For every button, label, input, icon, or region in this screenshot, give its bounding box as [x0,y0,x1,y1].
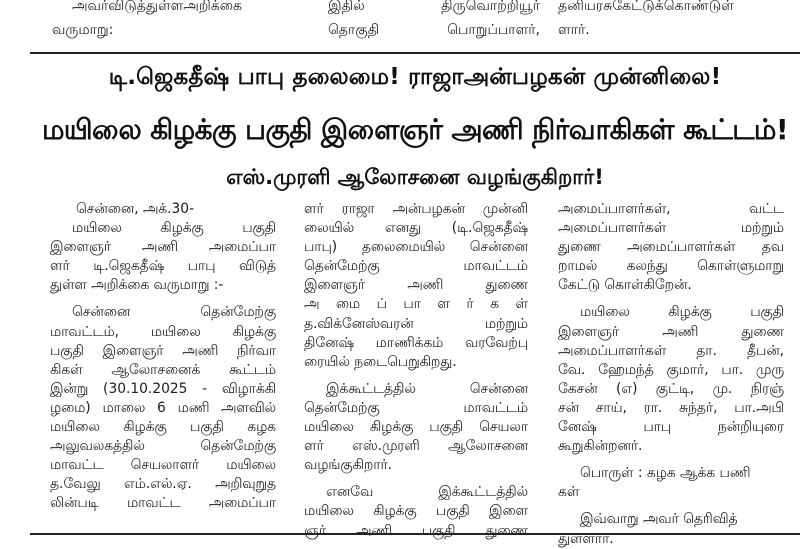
text-line: த.விக்னேஸ்வரன் மற்றும் [304,315,528,332]
text-line: துள்ள அறிக்கை வருமாறு :- [50,277,224,294]
text-line: பொருள் : கழக ஆக்க பணி [580,465,751,482]
text-line: சென்னை தென்மேற்கு [72,304,276,321]
text-line: சென்னை, அக்.30- [76,201,195,217]
text-line: அமைப்பாளர்கள் தா. தீபன், [558,342,784,359]
article-column-2 [304,200,528,541]
text-line: தனியரசுகேட்டுக்கொண்டுள் [558,0,734,14]
text-line: கிகள் ஆலோசனைக் கூட்டம் [50,361,276,378]
article-column-1 [50,200,276,514]
text-line: இக்கூட்டத்தில் சென்னை [326,380,528,397]
text-line: ழமை) மாலை 6 மணி அளவில் [50,399,276,416]
text-line: இளைஞர் அணி துணை [558,323,784,340]
section-divider [30,52,800,54]
text-line: இளைஞர் அணி துணை [304,277,528,294]
text-line: எனவே இக்கூட்டத்தில் [326,484,528,501]
text-line: தென்மேற்கு மாவட்டம் [304,258,528,275]
text-line: அ மை ப் பா ள ர் க ள் [304,296,528,313]
text-line: மாவட்ட செயலாளர் மயிலை [50,457,276,474]
text-line: வருமாறு: [52,22,114,38]
text-line: பகுதி இளைஞர் அணி நிர்வா [50,342,276,359]
text-line: கேசன் (எ) குட்டி, மு. நிரஞ் [558,380,784,397]
headline-main: மயிலை கிழக்கு பகுதி இளைஞர் அணி நிர்வாகிகள் கூட்டம்! [41,113,789,146]
text-line: லையில் எனது (டி.ஜெகதீஷ் [304,220,528,237]
text-line: அவர்விடுத்துள்ளஅறிக்கை [72,0,242,14]
text-line: னேஷ் பாபு நன்றியுரை [558,419,784,436]
text-line: சன் சாய், ரா. சுந்தர், பா.அபி [558,399,784,416]
text-line: ளார். [558,22,590,38]
text-line: ரையில் நடைபெறுகிறது. [304,353,457,370]
text-line: வழங்குகிறார். [304,457,393,474]
bottom-divider [30,533,800,535]
text-line: ளர் எஸ்.முரளி ஆலோசனை [304,438,528,455]
previous-article-column-1 [52,0,267,42]
text-line: பாபு) தலைமையில் சென்னை [304,239,528,256]
text-line: ளர் டி.ஜெகதீஷ் பாபு விடுத் [50,258,276,275]
text-line: கள் [558,484,580,501]
text-line: இதில் திருவொற்றியூர் [328,0,540,14]
text-line: தென்மேற்கு மாவட்டம் [304,399,528,416]
text-line: தினேஷ் மாணிக்கம் வரவேற்பு [304,334,528,351]
text-line: றாமல் கலந்து கொள்ளுமாறு [558,258,784,275]
text-line: இன்று (30.10.2025 - விழாக்கி [50,380,276,397]
text-line: தொகுதி பொறுப்பாளர், [328,22,540,38]
text-line: இளைஞர் அணி அமைப்பா [50,239,276,256]
text-line: அலுவலகத்தில் தென்மேற்கு [50,438,276,455]
text-line: மயிலை கிழக்கு பகுதி கழக [50,419,276,436]
article-column-3 [558,200,784,549]
text-line: மாவட்டம், மயிலை கிழக்கு [50,323,276,340]
previous-article-column-3 [558,0,770,42]
text-line: அமைப்பாளர்கள், வட்ட [558,201,784,217]
text-line: மயிலை கிழக்கு பகுதி [580,304,784,321]
previous-article-strip [0,0,800,52]
text-line: மயிலை கிழக்கு பகுதி [72,220,276,237]
text-line: அமைப்பாளர்கள் மற்றும் [558,220,784,237]
headline-kicker: டி.ஜெகதீஷ் பாபு தலைமை! ராஜாஅன்பழகன் முன்னிலை! [108,64,722,90]
text-line: துள்ளார். [558,530,614,547]
text-line: மயிலை கிழக்கு பகுதி செயலா [304,419,528,436]
text-line: இவ்வாறு அவர் தெரிவித் [580,511,738,528]
text-line: கேட்டு கொள்கிறேன். [558,277,692,294]
text-line: வே. ஹேமந்த் குமார், பா. முரு [558,361,784,378]
text-line: த.வேலு எம்.எல்.ஏ. அறிவுறுத [50,476,276,493]
headline-subtitle: எஸ்.முரளி ஆலோசனை வழங்குகிறார்! [226,165,604,189]
text-line: ஞர் அணி பகுதி துணை [304,522,528,539]
text-line: மயிலை கிழக்கு பகுதி இளை [304,503,528,520]
text-line: துணை அமைப்பாளர்கள் தவ [558,239,784,256]
previous-article-column-2 [328,0,540,42]
text-line: லின்படி மாவட்ட அமைப்பா [50,495,276,512]
text-line: ளர் ராஜா அன்பழகன் முன்னி [304,201,528,217]
text-line: கூறுகின்றனர். [558,438,643,455]
